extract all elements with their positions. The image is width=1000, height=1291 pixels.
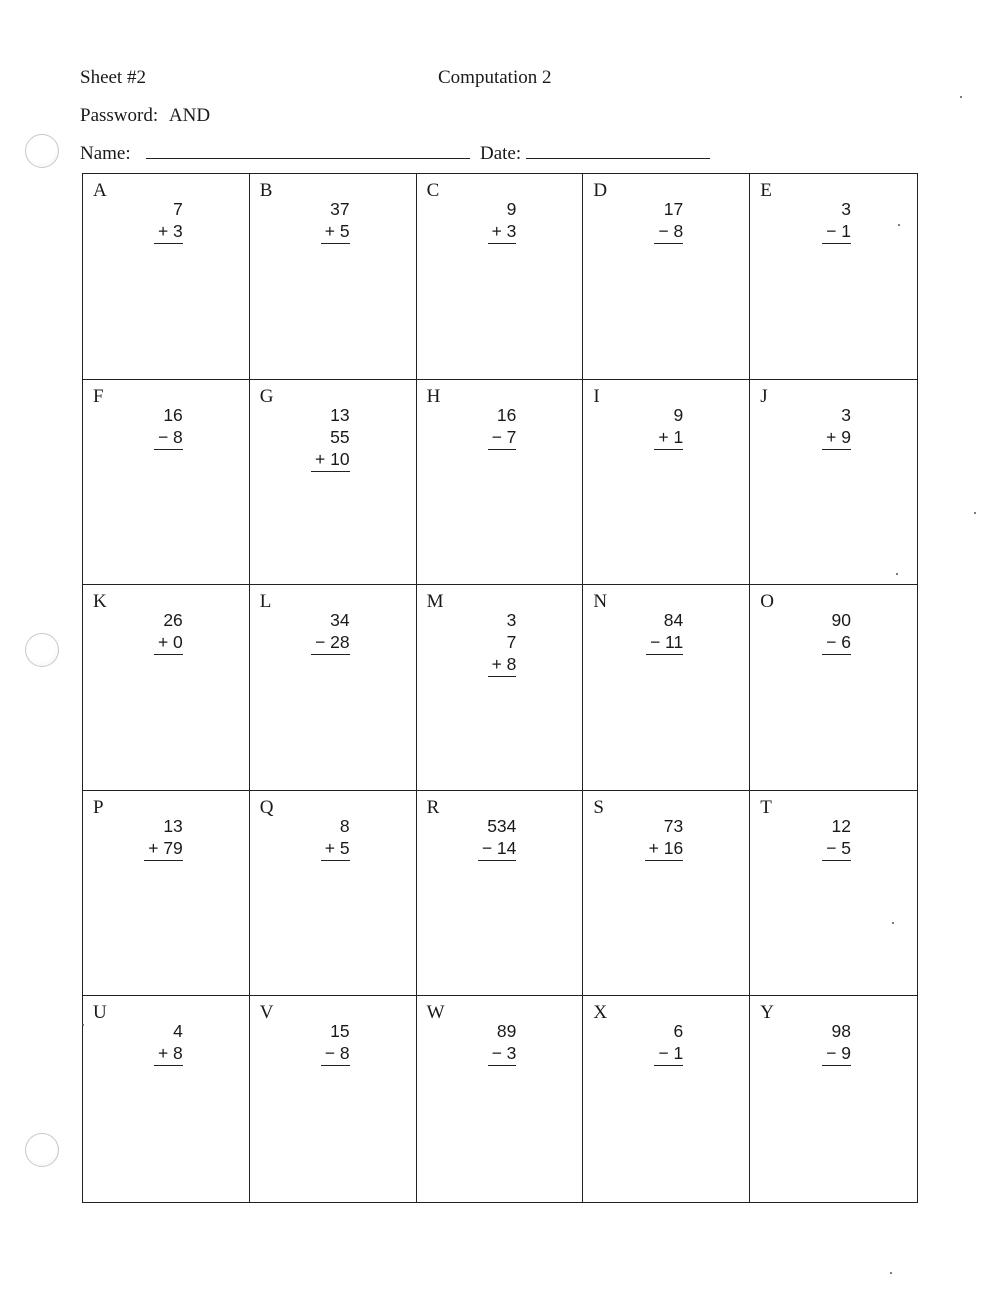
problem-letter: B <box>259 180 273 201</box>
problem-expression <box>154 1020 183 1066</box>
problem-letter: W <box>426 1002 445 1024</box>
problem-expression <box>822 815 851 861</box>
operand: 534 <box>487 815 517 836</box>
operand: 73 <box>663 815 684 836</box>
scan-speck <box>82 1024 84 1026</box>
problem-letter: F <box>93 385 104 407</box>
operator-line: + 3 <box>154 220 183 244</box>
operator-line: + 10 <box>311 448 350 472</box>
operator-line: + 5 <box>321 220 350 244</box>
operator-line: + 8 <box>488 653 517 677</box>
operand: 12 <box>831 815 851 836</box>
problem-cell-m[interactable] <box>417 585 584 791</box>
problem-letter: C <box>426 180 440 201</box>
problem-cell-u[interactable] <box>83 996 250 1202</box>
operand: 26 <box>163 610 183 631</box>
scan-speck <box>890 1272 892 1274</box>
problem-cell-x[interactable] <box>583 996 750 1202</box>
problem-expression <box>488 404 517 450</box>
problem-letter: X <box>593 1002 608 1024</box>
binder-hole-bottom <box>25 1133 59 1167</box>
problem-letter: M <box>426 591 444 613</box>
operand: 16 <box>163 404 183 425</box>
operand: 15 <box>330 1021 350 1042</box>
operator-line: + 8 <box>154 1042 183 1066</box>
operator-line: + 16 <box>645 837 684 861</box>
operand: 3 <box>506 610 517 631</box>
problem-expression <box>488 1020 517 1066</box>
problem-expression <box>311 609 350 655</box>
problem-cell-i[interactable] <box>583 380 750 586</box>
problem-expression <box>822 1020 851 1066</box>
operand: 89 <box>496 1021 517 1042</box>
operator-line: − 8 <box>154 426 183 450</box>
problem-cell-o[interactable] <box>750 585 917 791</box>
problem-letter: T <box>760 796 772 818</box>
problem-expression <box>646 609 683 655</box>
operator-line: + 1 <box>654 426 683 450</box>
operand: 7 <box>506 632 517 653</box>
operand: 13 <box>330 404 350 425</box>
problem-letter: Y <box>760 1002 774 1024</box>
problem-letter: N <box>593 591 608 613</box>
problem-expression <box>154 609 183 655</box>
operator-line: − 9 <box>822 1042 851 1066</box>
operand: 84 <box>663 610 684 631</box>
operator-line: − 1 <box>654 1042 683 1066</box>
problem-cell-a[interactable] <box>83 174 250 380</box>
operand: 16 <box>496 404 517 425</box>
problem-letter: G <box>259 385 274 407</box>
password-label: Password: <box>80 105 159 126</box>
scan-speck <box>892 922 894 924</box>
problem-letter: A <box>93 180 107 201</box>
problem-cell-s[interactable] <box>583 791 750 997</box>
problem-expression <box>144 815 183 861</box>
operand: 13 <box>163 815 183 836</box>
problem-expression <box>478 815 517 861</box>
operator-line: − 6 <box>822 631 851 655</box>
problem-expression <box>154 198 183 244</box>
password-row <box>80 105 210 127</box>
problem-letter: Q <box>259 796 274 818</box>
problem-expression <box>645 815 684 861</box>
problem-cell-q[interactable] <box>250 791 417 997</box>
operand: 3 <box>841 404 851 425</box>
scan-speck <box>896 573 898 575</box>
problem-expression <box>311 404 350 472</box>
operand: 9 <box>673 404 684 425</box>
operator-line: − 3 <box>488 1042 517 1066</box>
problem-grid <box>82 173 918 1203</box>
name-label: Name: <box>80 143 131 164</box>
operator-line: − 8 <box>654 220 683 244</box>
problem-cell-b[interactable] <box>250 174 417 380</box>
problem-cell-e[interactable] <box>750 174 917 380</box>
problem-expression <box>822 404 851 450</box>
problem-cell-h[interactable] <box>417 380 584 586</box>
problem-expression <box>488 609 517 677</box>
problem-letter: U <box>93 1002 107 1024</box>
problem-letter: D <box>593 180 608 201</box>
problem-cell-v[interactable] <box>250 996 417 1202</box>
operand: 4 <box>173 1021 183 1042</box>
date-label: Date: <box>480 143 522 164</box>
problem-expression <box>654 198 683 244</box>
name-field[interactable] <box>146 158 470 159</box>
problem-expression <box>654 1020 683 1066</box>
operator-line: − 8 <box>321 1042 350 1066</box>
problem-expression <box>488 198 517 244</box>
problem-cell-w[interactable] <box>417 996 584 1202</box>
problem-letter: V <box>259 1002 274 1024</box>
problem-letter: L <box>259 591 272 613</box>
problem-expression <box>321 815 350 861</box>
operand: 98 <box>831 1021 851 1042</box>
operand: 37 <box>330 199 350 219</box>
problem-cell-t[interactable] <box>750 791 917 997</box>
operator-line: − 11 <box>646 631 683 655</box>
problem-letter: R <box>426 796 440 818</box>
problem-letter: S <box>593 796 604 818</box>
operator-line: + 0 <box>154 631 183 655</box>
page-title: Computation 2 <box>438 67 552 88</box>
problem-expression <box>321 198 350 244</box>
problem-letter: I <box>593 385 600 407</box>
operator-line: − 5 <box>822 837 851 861</box>
problem-cell-g[interactable] <box>250 380 417 586</box>
binder-hole-middle <box>25 633 59 667</box>
password-value: AND <box>168 105 211 126</box>
operand: 7 <box>173 199 183 219</box>
problem-letter: O <box>760 591 774 613</box>
problem-cell-j[interactable] <box>750 380 917 586</box>
operator-line: + 9 <box>822 426 851 450</box>
operand: 3 <box>841 199 851 219</box>
operator-line: + 3 <box>488 220 517 244</box>
problem-cell-n[interactable] <box>583 585 750 791</box>
operand: 9 <box>506 199 517 219</box>
problem-cell-r[interactable] <box>417 791 584 997</box>
operand: 6 <box>673 1021 684 1042</box>
problem-expression <box>822 198 851 244</box>
operator-line: + 5 <box>321 837 350 861</box>
scan-speck <box>898 224 900 226</box>
sheet-number: Sheet #2 <box>80 67 146 88</box>
operand: 90 <box>831 610 851 631</box>
operand: 17 <box>663 199 684 219</box>
problem-expression <box>321 1020 350 1066</box>
operand: 55 <box>330 426 350 447</box>
binder-hole-top <box>25 134 59 168</box>
problem-cell-p[interactable] <box>83 791 250 997</box>
problem-letter: E <box>760 180 772 201</box>
problem-expression <box>154 404 183 450</box>
date-field[interactable] <box>526 158 710 159</box>
scan-speck <box>974 512 976 514</box>
problem-letter: H <box>426 385 441 407</box>
problem-cell-l[interactable] <box>250 585 417 791</box>
problem-letter: K <box>93 591 107 613</box>
problem-letter: J <box>760 385 768 407</box>
operand: 8 <box>339 815 350 836</box>
operator-line: − 7 <box>488 426 517 450</box>
problem-letter: P <box>93 796 104 818</box>
problem-cell-c[interactable] <box>417 174 584 380</box>
problem-cell-k[interactable] <box>83 585 250 791</box>
operator-line: − 28 <box>311 631 350 655</box>
problem-cell-d[interactable] <box>583 174 750 380</box>
scan-speck <box>960 96 962 98</box>
problem-expression <box>654 404 683 450</box>
problem-expression <box>822 609 851 655</box>
operator-line: − 1 <box>822 220 851 244</box>
problem-cell-y[interactable] <box>750 996 917 1202</box>
operator-line: − 14 <box>478 837 517 861</box>
operand: 34 <box>330 610 350 631</box>
problem-cell-f[interactable] <box>83 380 250 586</box>
operator-line: + 79 <box>144 837 183 861</box>
